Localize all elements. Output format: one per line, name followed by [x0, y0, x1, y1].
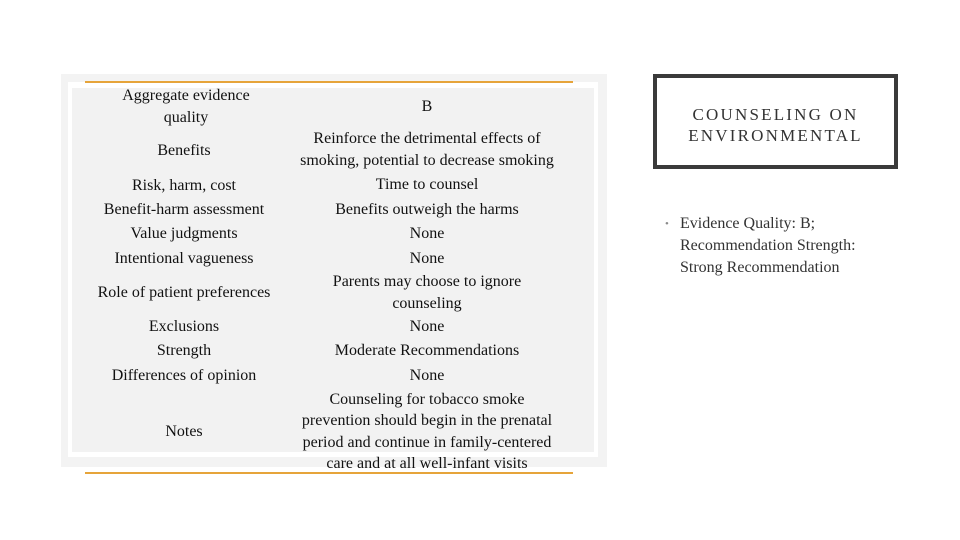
- value-strength: [284, 340, 570, 362]
- label-line: Role of patient preferences: [97, 284, 271, 301]
- label-line: Differences of opinion: [111, 367, 257, 384]
- bullet-text: [680, 213, 910, 279]
- label-role-of-patient-preferences: [86, 282, 282, 304]
- label-strength: [86, 340, 282, 362]
- title-line: COUNSELING ON: [692, 105, 859, 124]
- value-line: None: [409, 225, 445, 242]
- label-line: quality: [163, 108, 209, 126]
- title-box: [653, 74, 898, 169]
- value-role-of-patient-preferences: [284, 271, 570, 314]
- label-differences-of-opinion: [86, 365, 282, 387]
- label-value-judgments: [86, 223, 282, 245]
- bullet-marker: •: [665, 218, 669, 230]
- value-line: None: [409, 367, 445, 384]
- value-line: B: [421, 98, 433, 115]
- label-notes: [86, 421, 282, 443]
- label-line: Benefit-harm assessment: [103, 201, 265, 218]
- value-line: Time to counsel: [375, 176, 479, 193]
- label-benefits: [86, 140, 282, 162]
- value-line: prevention should begin in the prenatal: [301, 412, 553, 430]
- label-aggregate-evidence: [86, 85, 286, 128]
- value-benefits: [284, 128, 570, 171]
- value-benefit-harm: [284, 199, 570, 221]
- value-line: counseling: [392, 294, 462, 312]
- value-intentional-vagueness: [284, 248, 570, 270]
- slide-title: [657, 104, 894, 146]
- label-line: Strength: [156, 342, 212, 359]
- value-line: None: [409, 318, 445, 335]
- label-benefit-harm: [86, 199, 282, 221]
- label-line: Aggregate evidence: [122, 87, 250, 104]
- value-line: Counseling for tobacco smoke: [329, 391, 525, 408]
- label-line: Benefits: [157, 142, 211, 159]
- value-risk-harm-cost: [284, 174, 570, 196]
- value-line: smoking, potential to decrease smoking: [300, 151, 554, 169]
- title-line: ENVIRONMENTAL: [688, 126, 863, 145]
- value-differences-of-opinion: [284, 365, 570, 387]
- label-line: Exclusions: [148, 318, 220, 335]
- label-line: Notes: [165, 423, 203, 440]
- value-line: care and at all well-infant visits: [326, 454, 528, 472]
- value-line: None: [409, 250, 445, 267]
- label-intentional-vagueness: [86, 248, 282, 270]
- label-risk-harm-cost: [86, 175, 282, 197]
- label-line: Value judgments: [130, 225, 238, 242]
- value-value-judgments: [284, 223, 570, 245]
- label-line: Intentional vagueness: [114, 250, 254, 267]
- value-line: Moderate Recommendations: [334, 342, 520, 359]
- bullet-line: Recommendation Strength:: [680, 237, 856, 254]
- bullet-line: Evidence Quality: B;: [680, 215, 816, 232]
- value-line: Reinforce the detrimental effects of: [313, 130, 541, 147]
- label-line: Risk, harm, cost: [132, 177, 236, 194]
- bullet-line: Strong Recommendation: [680, 259, 840, 276]
- value-notes: [284, 389, 570, 474]
- label-exclusions: [86, 316, 282, 338]
- value-aggregate-evidence: [284, 96, 570, 118]
- value-exclusions: [284, 316, 570, 338]
- table-top-rule: [85, 81, 573, 83]
- value-line: Parents may choose to ignore: [332, 273, 522, 290]
- value-line: period and continue in family-centered: [302, 433, 552, 451]
- value-line: Benefits outweigh the harms: [335, 201, 519, 218]
